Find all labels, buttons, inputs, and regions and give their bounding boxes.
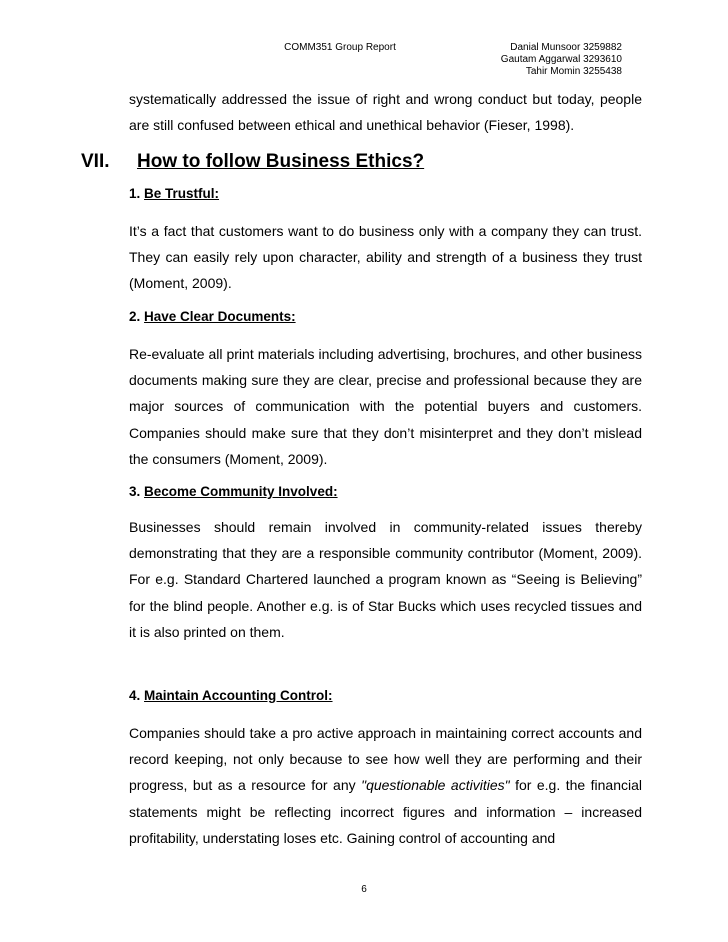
paragraph-accounting-control <box>129 720 642 851</box>
paragraph-text: for e.g. the financial statements might be reflecting incorrect figures and information – increased profitability, understating loses etc. Gaining control of accounting and <box>129 777 643 846</box>
header-author-line: Danial Munsoor 3259882 <box>510 42 622 53</box>
subheading-number: 3. <box>129 484 141 499</box>
page-number: 6 <box>361 884 367 895</box>
header-authors <box>472 42 622 78</box>
subheading-title: Maintain Accounting Control: <box>144 688 333 703</box>
subheading-number: 1. <box>129 186 141 201</box>
header-author-line: Gautam Aggarwal 3293610 <box>500 54 622 65</box>
subheading-community-involved <box>129 484 338 499</box>
section-heading <box>81 151 424 173</box>
subheading-title: Become Community Involved: <box>144 484 338 499</box>
paragraph-community-involved: Businesses should remain involved in community-related issues thereby demonstrating that they are a responsible community contributor (Moment, 2009). For e.g. Standard Chartered launched a program known as “Seeing is Believing” for the blind people. Another e.g. is of Star Bucks which uses recycled tissues and it is also printed on them. <box>129 519 642 640</box>
subheading-clear-documents <box>129 309 296 324</box>
section-number: VII. <box>81 151 110 172</box>
subheading-number: 2. <box>129 309 141 324</box>
paragraph-clear-documents: Re-evaluate all print materials including advertising, brochures, and other business documents making sure they are clear, precise and professional because they are major sources of communication with the potential buyers and customers. Companies should make sure that they don’t misinterpret and they don’t mislead the consumers (Moment, 2009). <box>129 346 642 467</box>
header-report-title: COMM351 Group Report <box>284 42 396 53</box>
header-author-line: Tahir Momin 3255438 <box>525 66 622 77</box>
subheading-title: Be Trustful: <box>144 186 220 201</box>
section-title: How to follow Business Ethics? <box>137 151 425 172</box>
intro-paragraph: systematically addressed the issue of right and wrong conduct but today, people are still confused between ethical and unethical behavior (Fieser, 1998). <box>129 91 642 134</box>
subheading-number: 4. <box>129 688 141 703</box>
paragraph-text: Companies should take a pro active approach in maintaining correct accounts and record keeping, not only because to see how well they are performing and their progress, but as a resource for any <box>129 725 642 794</box>
subheading-accounting-control <box>129 688 333 703</box>
subheading-title: Have Clear Documents: <box>144 309 296 324</box>
quoted-phrase: "questionable activities" <box>361 777 510 794</box>
paragraph-be-trustful: It’s a fact that customers want to do business only with a company they can trust. They can easily rely upon character, ability and strength of a business they trust (Moment, 2009). <box>129 223 642 292</box>
subheading-be-trustful <box>129 186 219 201</box>
